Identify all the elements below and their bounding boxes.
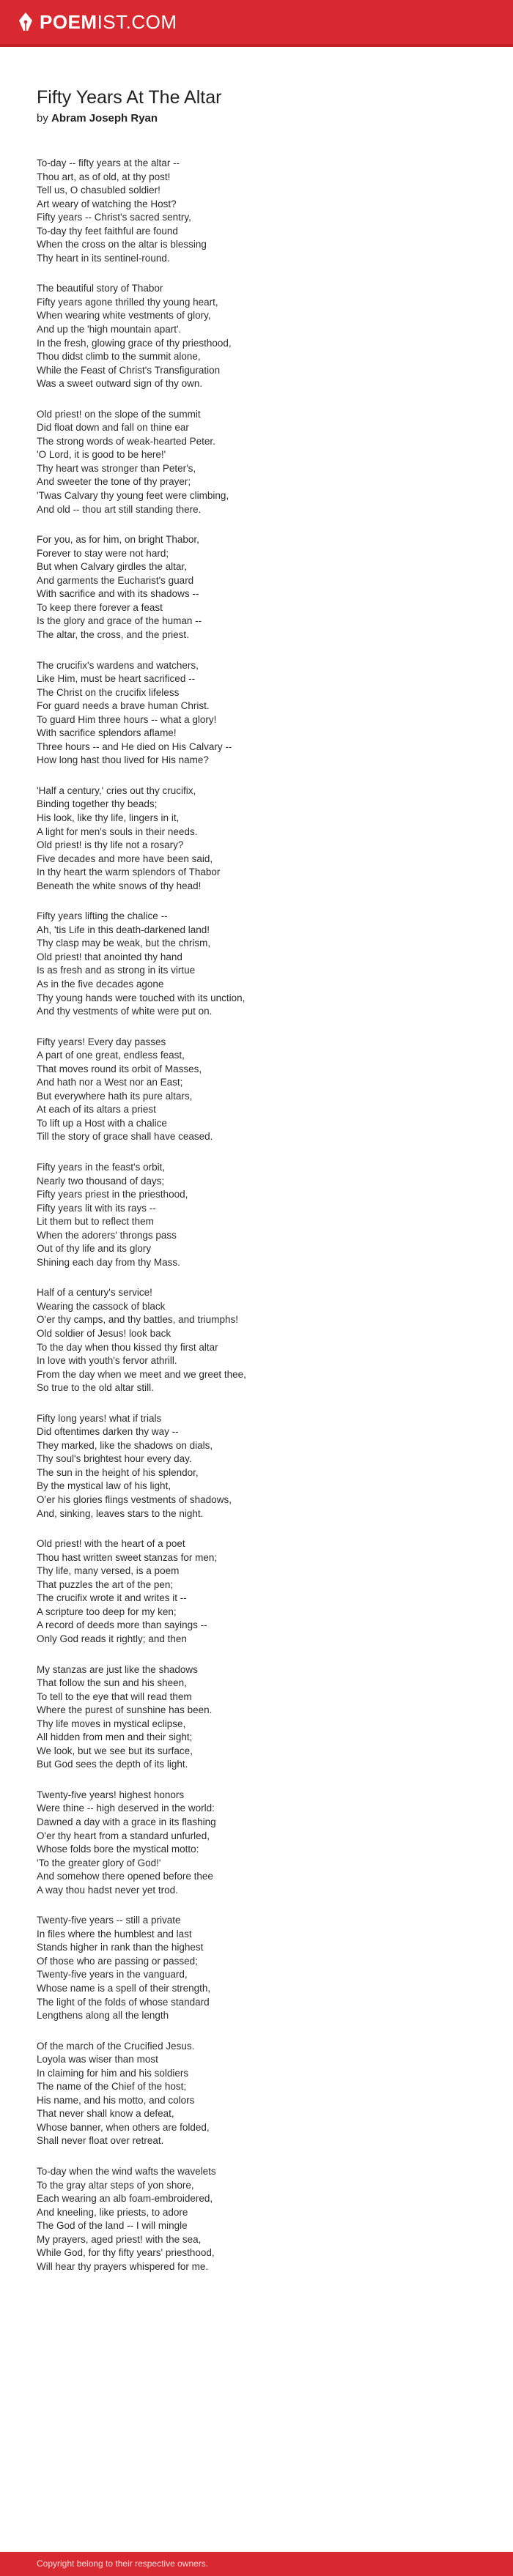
poem-content <box>37 86 476 2290</box>
stanza <box>37 1914 476 2022</box>
poem-line: As in the five decades agone <box>37 978 164 990</box>
poem-line: My prayers, aged priest! with the sea, <box>37 2233 202 2245</box>
poem-line: 'Twas Calvary thy young feet were climbing, <box>37 490 229 502</box>
poem-line: From the day when we meet and we greet thee, <box>37 1368 246 1380</box>
poem-line: Fifty years lifting the chalice -- <box>37 910 168 922</box>
poem-line: That puzzles the art of the pen; <box>37 1578 174 1590</box>
poem-line: Thy life, many versed, is a poem <box>37 1565 180 1577</box>
poem-line: Stands higher in rank than the highest <box>37 1942 204 1953</box>
stanza <box>37 2165 476 2274</box>
poem-line: A part of one great, endless feast, <box>37 1050 185 1061</box>
poem-line: Three hours -- and He died on His Calvary -- <box>37 740 232 752</box>
poem-line: But God sees the depth of its light. <box>37 1759 188 1770</box>
poem-line: When the cross on the altar is blessing <box>37 239 207 250</box>
poem-line: 'Half a century,' cries out thy crucifix, <box>37 784 196 796</box>
poem-line: To-day -- fifty years at the altar -- <box>37 157 180 168</box>
poem-line: That never shall know a defeat, <box>37 2108 174 2120</box>
poem-line: Shall never float over retreat. <box>37 2135 164 2147</box>
stanza <box>37 910 476 1018</box>
poem-line: To tell to the eye that will read them <box>37 1690 192 1702</box>
poem-line: For guard needs a brave human Christ. <box>37 700 210 712</box>
poem-line: Fifty years! Every day passes <box>37 1036 166 1047</box>
poem-line: Of those who are passing or passed; <box>37 1955 198 1967</box>
poem-line: All hidden from men and their sight; <box>37 1731 193 1743</box>
poem-line: Lengthens along all the length <box>37 2010 169 2022</box>
stanza <box>37 533 476 642</box>
stanza <box>37 157 476 265</box>
poem-line: Half of a century's service! <box>37 1287 152 1299</box>
poem-line: A way thou hadst never yet trod. <box>37 1884 178 1896</box>
poem-line: To-day thy feet faithful are found <box>37 225 178 237</box>
poem-line: Thou didst climb to the summit alone, <box>37 351 201 363</box>
poem-line: Old priest! that anointed thy hand <box>37 951 182 962</box>
stanza <box>37 408 476 516</box>
poem-line: O'er his glories flings vestments of shadows, <box>37 1494 232 1506</box>
poem-line: The Christ on the crucifix lifeless <box>37 686 180 698</box>
site-header <box>0 0 513 47</box>
poem-line: But when Calvary girdles the altar, <box>37 561 187 573</box>
poem-line: When wearing white vestments of glory, <box>37 310 211 322</box>
poem-line: Whose banner, when others are folded, <box>37 2121 210 2133</box>
poem-line: Fifty long years! what if trials <box>37 1412 162 1424</box>
poem-line: And, sinking, leaves stars to the night. <box>37 1507 204 1519</box>
poem-line: Will hear thy prayers whispered for me. <box>37 2260 209 2272</box>
stanza <box>37 1286 476 1395</box>
poem-line: To keep there forever a feast <box>37 601 163 613</box>
poem-line: Is as fresh and as strong in its virtue <box>37 965 196 976</box>
poem-line: But everywhere hath its pure altars, <box>37 1090 193 1102</box>
poem-line: Till the story of grace shall have ceased. <box>37 1131 213 1143</box>
poem-line: In thy heart the warm splendors of Thabor <box>37 866 221 878</box>
poem-line: With sacrifice and with its shadows -- <box>37 588 199 600</box>
poem-line: His look, like thy life, lingers in it, <box>37 812 180 823</box>
stanza <box>37 1789 476 1897</box>
poem-line: Each wearing an alb foam-embroidered, <box>37 2193 213 2205</box>
stanza <box>37 2040 476 2148</box>
poem-line: With sacrifice splendors aflame! <box>37 727 177 739</box>
poem-line: When the adorers' throngs pass <box>37 1229 177 1241</box>
poem-line: In files where the humblest and last <box>37 1928 192 1940</box>
poem-line: In the fresh, glowing grace of thy priesthood, <box>37 337 232 349</box>
poem-line: Tell us, O chasubled soldier! <box>37 185 160 196</box>
poem-line: Thy life moves in mystical eclipse, <box>37 1718 186 1729</box>
poem-line: Binding together thy beads; <box>37 798 158 810</box>
poem-line: Wearing the cassock of black <box>37 1300 166 1312</box>
poem-line: Thy soul's brightest hour every day. <box>37 1453 192 1465</box>
poem-line: In claiming for him and his soldiers <box>37 2067 189 2079</box>
poem-line: The name of the Chief of the host; <box>37 2081 187 2093</box>
poem-line: Twenty-five years in the vanguard, <box>37 1969 188 1981</box>
poem-line: For you, as for him, on bright Thabor, <box>37 534 199 546</box>
poem-line: The crucifix wrote it and writes it -- <box>37 1592 187 1604</box>
poem-line: O'er thy heart from a standard unfurled, <box>37 1830 210 1841</box>
poem-line: Old soldier of Jesus! look back <box>37 1328 171 1340</box>
poem-line: Beneath the white snows of thy head! <box>37 880 202 891</box>
poem-line: To the gray altar steps of yon shore, <box>37 2179 194 2191</box>
poem-line: His name, and his motto, and colors <box>37 2094 195 2106</box>
poem-line: How long hast thou lived for His name? <box>37 754 209 766</box>
poem-line: Only God reads it rightly; and then <box>37 1633 187 1644</box>
poem-title: Fifty Years At The Altar <box>37 87 222 108</box>
poem-line: Old priest! with the heart of a poet <box>37 1538 185 1550</box>
poem-line: That moves round its orbit of Masses, <box>37 1063 202 1074</box>
poem-line: Twenty-five years! highest honors <box>37 1789 185 1800</box>
stanza <box>37 784 476 893</box>
poem-line: Shining each day from thy Mass. <box>37 1256 180 1268</box>
poem-line: And kneeling, like priests, to adore <box>37 2206 188 2218</box>
poem-line: Were thine -- high deserved in the world: <box>37 1803 215 1814</box>
poem-line: The light of the folds of whose standard <box>37 1996 210 2008</box>
poem-line: Is the glory and grace of the human -- <box>37 615 202 627</box>
poem-line: To lift up a Host with a chalice <box>37 1117 167 1129</box>
poem-line: Forever to stay were not hard; <box>37 547 169 559</box>
poem-line: Art weary of watching the Host? <box>37 198 177 209</box>
poem-line: And somehow there opened before thee <box>37 1871 213 1882</box>
byline <box>37 111 476 126</box>
poem-line: The sun in the height of his splendor, <box>37 1466 199 1478</box>
poem-line: The strong words of weak-hearted Peter. <box>37 435 215 447</box>
poem-line: They marked, like the shadows on dials, <box>37 1439 213 1451</box>
logo-wordmark: POEMIST.COM <box>40 11 177 33</box>
poem-line: Did oftentimes darken thy way -- <box>37 1426 179 1438</box>
poem-line: O'er thy camps, and thy battles, and triumphs! <box>37 1314 238 1326</box>
poem-line: Twenty-five years -- still a private <box>37 1915 181 1926</box>
poem-line: The beautiful story of Thabor <box>37 283 163 294</box>
poem-line: Five decades and more have been said, <box>37 853 213 864</box>
poem-line: The God of the land -- I will mingle <box>37 2220 188 2232</box>
poem-line: Thy young hands were touched with its unction, <box>37 992 246 1003</box>
poem-line: To-day when the wind wafts the wavelets <box>37 2166 216 2177</box>
poem-line: Thou art, as of old, at thy post! <box>37 171 171 182</box>
poem-line: And up the 'high mountain apart'. <box>37 324 182 335</box>
poem-line: Out of thy life and its glory <box>37 1243 152 1255</box>
poem-line: A record of deeds more than sayings -- <box>37 1619 207 1631</box>
poem-line: The crucifix's wardens and watchers, <box>37 659 199 671</box>
poem-line: Dawned a day with a grace in its flashing <box>37 1816 216 1827</box>
poem-line: While the Feast of Christ's Transfiguration <box>37 364 221 376</box>
poem-line: Fifty years agone thrilled thy young heart, <box>37 296 218 308</box>
pen-nib-icon <box>18 12 34 32</box>
stanza <box>37 1036 476 1144</box>
site-logo[interactable] <box>18 8 177 36</box>
poem-line: While God, for thy fifty years' priesthood, <box>37 2247 215 2259</box>
poem-line: Did float down and fall on thine ear <box>37 422 189 434</box>
site-footer <box>0 2552 513 2576</box>
poem-line: And old -- thou art still standing there. <box>37 503 202 515</box>
poem-line: Fifty years in the feast's orbit, <box>37 1162 166 1173</box>
poem-line: And sweeter the tone of thy prayer; <box>37 476 191 488</box>
poem-line: Thy clasp may be weak, but the chrism, <box>37 938 211 949</box>
poem-line: Thy heart in its sentinel-round. <box>37 252 170 264</box>
poem-line: That follow the sun and his sheen, <box>37 1677 187 1689</box>
poem-line: In love with youth's fervor athrill. <box>37 1355 177 1367</box>
poem-line: Ah, 'tis Life in this death-darkened land! <box>37 924 210 935</box>
poem-line: Like Him, must be heart sacrificed -- <box>37 673 196 685</box>
poem-line: So true to the old altar still. <box>37 1382 154 1394</box>
poem-line: Whose folds bore the mystical motto: <box>37 1844 199 1855</box>
poem-line: Fifty years -- Christ's sacred sentry, <box>37 212 191 223</box>
poem-line: Whose name is a spell of their strength, <box>37 1982 211 1994</box>
poem-line: At each of its altars a priest <box>37 1104 156 1116</box>
poem-line: Of the march of the Crucified Jesus. <box>37 2040 195 2052</box>
poem-line: A scripture too deep for my ken; <box>37 1606 177 1617</box>
poem-line: To guard Him three hours -- what a glory! <box>37 713 217 725</box>
poem-line: And thy vestments of white were put on. <box>37 1006 213 1017</box>
stanza <box>37 1537 476 1646</box>
poem-line: Old priest! on the slope of the summit <box>37 408 201 420</box>
copyright-text: Copyright belong to their respective owners. <box>37 2558 209 2569</box>
poem-line: By the mystical law of his light, <box>37 1480 171 1492</box>
stanza <box>37 659 476 768</box>
poem-line: And garments the Eucharist's guard <box>37 574 194 586</box>
poem-line: 'To the greater glory of God!' <box>37 1857 161 1868</box>
poem-line: And hath nor a West nor an East; <box>37 1077 183 1088</box>
poem-line: Loyola was wiser than most <box>37 2054 158 2065</box>
byline-prefix: by <box>37 112 48 125</box>
poem-line: Thy heart was stronger than Peter's, <box>37 462 196 474</box>
poem-line: To the day when thou kissed thy first altar <box>37 1341 218 1353</box>
poem-line: We look, but we see but its surface, <box>37 1745 193 1756</box>
poem-line: The altar, the cross, and the priest. <box>37 628 189 640</box>
poem-line: Lit them but to reflect them <box>37 1216 154 1228</box>
poem-line: Was a sweet outward sign of thy own. <box>37 378 203 390</box>
poem-body <box>37 157 476 2274</box>
poem-line: A light for men's souls in their needs. <box>37 825 198 837</box>
poem-line: Thou hast written sweet stanzas for men; <box>37 1551 218 1563</box>
stanza <box>37 1412 476 1521</box>
stanza <box>37 1161 476 1269</box>
poem-line: Old priest! is thy life not a rosary? <box>37 839 184 851</box>
poem-line: Nearly two thousand of days; <box>37 1175 165 1187</box>
poem-line: Where the purest of sunshine has been. <box>37 1704 213 1716</box>
stanza <box>37 1663 476 1772</box>
poem-line: My stanzas are just like the shadows <box>37 1663 198 1675</box>
poem-line: Fifty years lit with its rays -- <box>37 1202 156 1214</box>
stanza <box>37 282 476 390</box>
poem-line: Fifty years priest in the priesthood, <box>37 1189 188 1200</box>
poem-line: 'O Lord, it is good to be here!' <box>37 449 166 461</box>
author-link[interactable]: Abram Joseph Ryan <box>51 112 158 125</box>
